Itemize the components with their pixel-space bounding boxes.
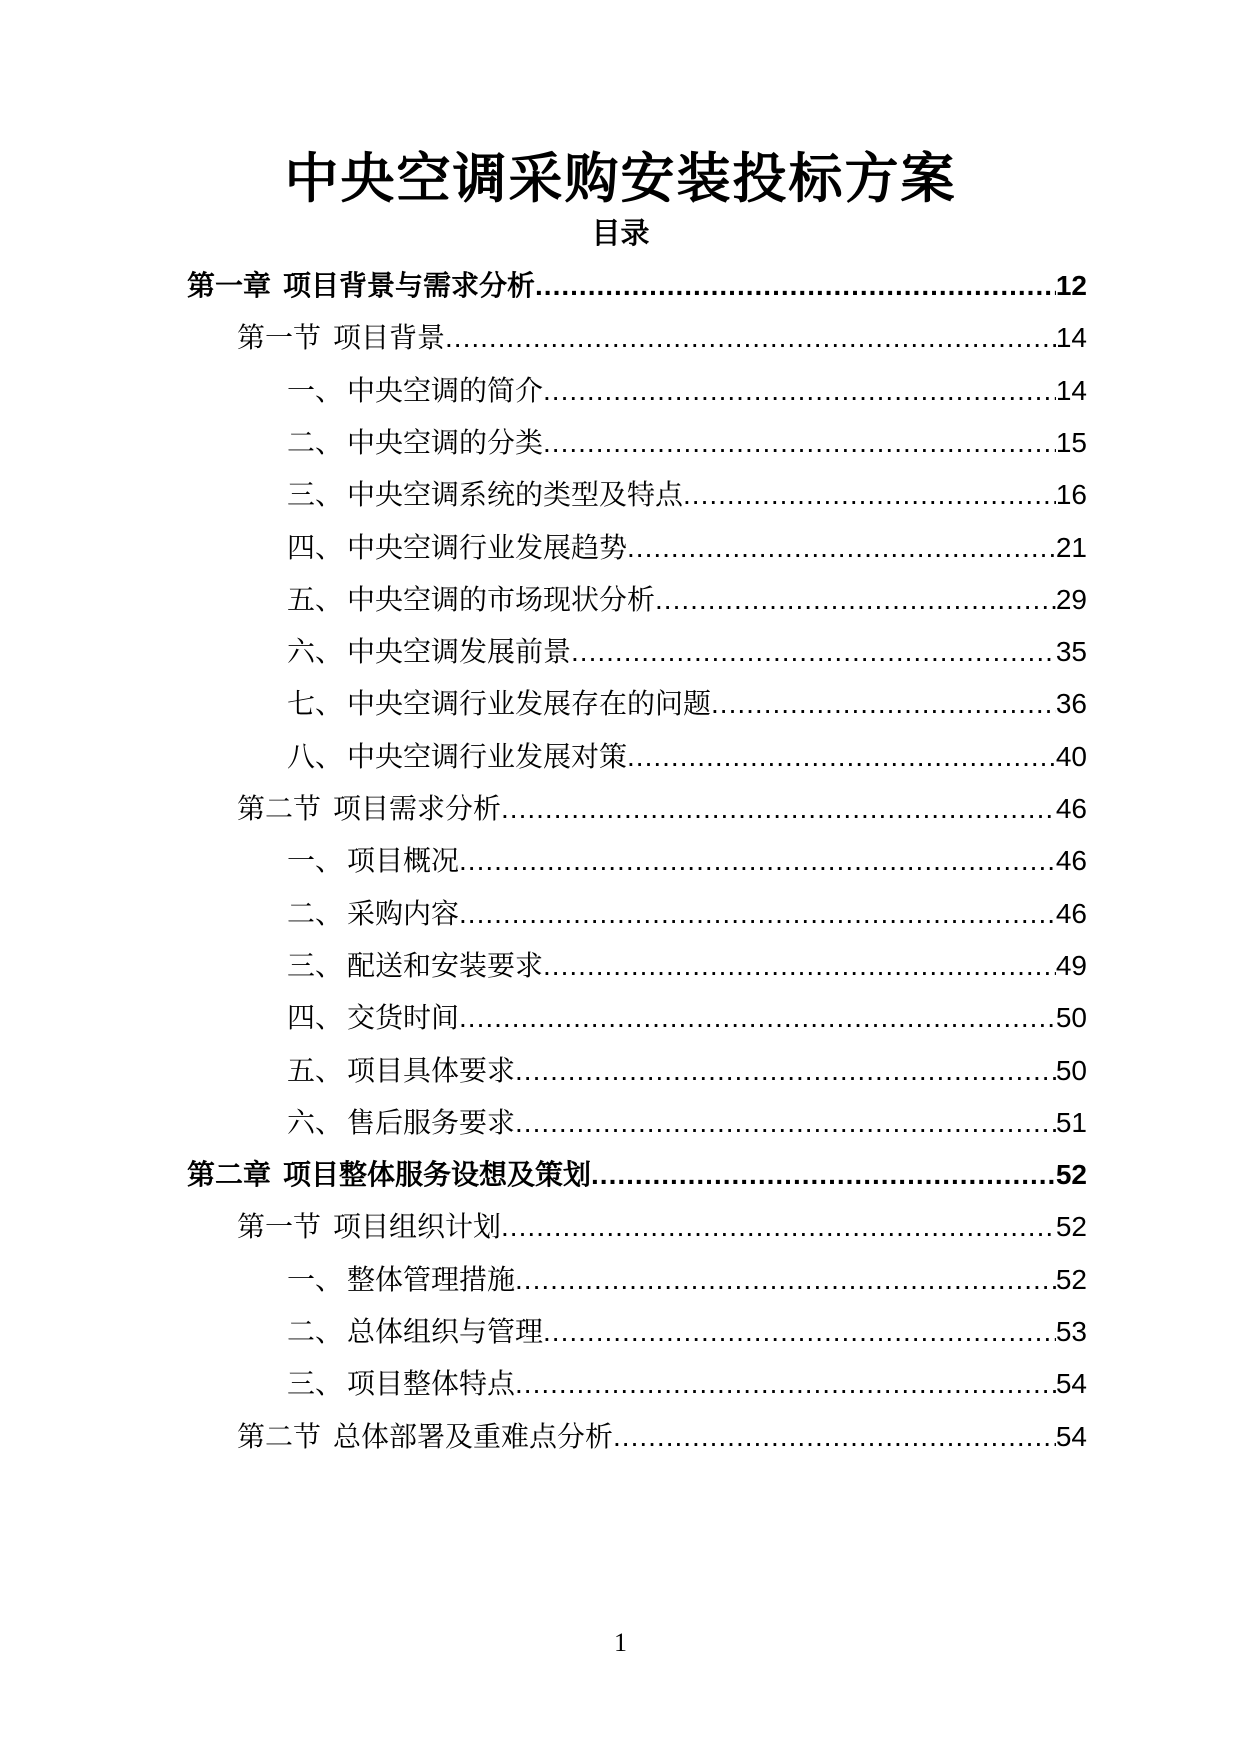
toc-dot-leader xyxy=(543,1310,1056,1354)
toc-entry[interactable] xyxy=(187,1153,1087,1197)
toc-entry-number: 三、 xyxy=(287,478,344,512)
page-number: 1 xyxy=(614,1628,627,1657)
toc-entry-title: 中央空调发展前景 xyxy=(347,635,572,669)
toc-entry-page: 15 xyxy=(1055,426,1087,458)
toc-dot-leader xyxy=(627,526,1056,570)
toc-dot-leader xyxy=(515,1049,1056,1093)
toc-entry-number: 六、 xyxy=(287,1105,344,1139)
toc-entry[interactable] xyxy=(287,1362,1087,1406)
toc-entry-number: 二、 xyxy=(287,425,344,459)
toc-dot-leader xyxy=(515,1101,1056,1145)
toc-entry-title: 中央空调的市场现状分析 xyxy=(347,582,656,616)
toc-entry-page: 40 xyxy=(1055,740,1087,772)
toc-entry-title: 项目概况 xyxy=(347,844,460,878)
toc-entry-title: 项目需求分析 xyxy=(333,792,502,825)
toc-entry-number: 一、 xyxy=(287,844,344,878)
toc-dot-leader xyxy=(501,787,1056,831)
toc-entry[interactable] xyxy=(187,264,1087,308)
toc-dot-leader xyxy=(571,630,1056,674)
toc-entry[interactable] xyxy=(237,1415,1087,1459)
toc-entry[interactable] xyxy=(287,526,1087,570)
toc-entry-number: 三、 xyxy=(287,948,344,982)
toc-entry-number: 第二节 xyxy=(237,792,322,825)
toc-entry-page: 14 xyxy=(1055,322,1087,354)
toc-entry-number: 六、 xyxy=(287,635,344,669)
toc-dot-leader xyxy=(445,316,1056,360)
toc-entry-page: 52 xyxy=(1055,1159,1087,1191)
toc-entry-page: 52 xyxy=(1055,1211,1087,1243)
toc-entry-number: 七、 xyxy=(287,687,344,721)
toc-entry-title: 项目整体特点 xyxy=(347,1367,516,1401)
toc-entry[interactable] xyxy=(287,682,1087,726)
toc-dot-leader xyxy=(543,421,1056,465)
toc-dot-leader xyxy=(543,944,1056,988)
toc-entry-title: 中央空调行业发展存在的问题 xyxy=(347,687,712,721)
toc-dot-leader xyxy=(535,264,1056,308)
toc-entry-number: 五、 xyxy=(287,1053,344,1087)
toc-dot-leader xyxy=(515,1362,1056,1406)
toc-entry-number: 四、 xyxy=(287,1001,344,1035)
toc-entry[interactable] xyxy=(287,369,1087,413)
toc-dot-leader xyxy=(459,892,1056,936)
toc-entry-title: 中央空调的简介 xyxy=(347,373,544,407)
toc-entry-page: 50 xyxy=(1055,1054,1087,1086)
toc-entry-title: 项目背景 xyxy=(333,321,446,355)
toc-dot-leader xyxy=(655,578,1056,622)
toc-dot-leader xyxy=(683,473,1056,517)
toc-entry-page: 46 xyxy=(1055,845,1087,877)
toc-entry-page: 49 xyxy=(1055,949,1087,981)
toc-entry-number: 五、 xyxy=(287,582,344,616)
toc-entry-number: 第一章 xyxy=(187,269,272,302)
toc-entry-page: 51 xyxy=(1055,1106,1087,1138)
toc-dot-leader xyxy=(711,682,1056,726)
toc-entry-page: 54 xyxy=(1055,1368,1087,1400)
toc-entry[interactable] xyxy=(287,1049,1087,1093)
toc-entry-page: 53 xyxy=(1055,1316,1087,1347)
toc-entry-number: 第一节 xyxy=(237,321,322,355)
toc-entry-number: 一、 xyxy=(287,1262,344,1296)
toc-entry-title: 交货时间 xyxy=(347,1001,460,1035)
toc-entry[interactable] xyxy=(287,944,1087,988)
toc-entry-page: 12 xyxy=(1055,270,1087,301)
toc-entry[interactable] xyxy=(287,1101,1087,1145)
toc-entry[interactable] xyxy=(287,839,1087,883)
toc-entry[interactable] xyxy=(287,1258,1087,1302)
toc-heading: 目录 xyxy=(591,216,650,250)
toc-dot-leader xyxy=(459,996,1056,1040)
toc-entry-title: 中央空调系统的类型及特点 xyxy=(347,478,684,512)
toc-entry[interactable] xyxy=(287,578,1087,622)
toc-entry-page: 35 xyxy=(1055,636,1087,668)
toc-entry[interactable] xyxy=(287,421,1087,465)
toc-entry-number: 一、 xyxy=(287,373,344,407)
document-title: 中央空调采购安装投标方案 xyxy=(284,147,957,210)
toc-entry-title: 采购内容 xyxy=(347,896,460,930)
toc-entry-page: 46 xyxy=(1055,793,1087,824)
toc-dot-leader xyxy=(627,735,1056,779)
toc-entry-number: 第二章 xyxy=(187,1158,272,1192)
toc-entry-page: 52 xyxy=(1055,1263,1087,1295)
toc-entry-title: 中央空调的分类 xyxy=(347,425,544,459)
toc-entry-number: 二、 xyxy=(287,1315,344,1348)
toc-entry-page: 36 xyxy=(1055,688,1087,720)
toc-entry-title: 中央空调行业发展趋势 xyxy=(347,530,628,564)
toc-entry-page: 14 xyxy=(1055,374,1087,406)
toc-entry-number: 八、 xyxy=(287,739,344,773)
toc-entry[interactable] xyxy=(287,473,1087,517)
toc-entry-title: 售后服务要求 xyxy=(347,1105,516,1139)
toc-entry-page: 46 xyxy=(1055,897,1087,929)
toc-entry[interactable] xyxy=(237,1205,1087,1249)
toc-entry-number: 二、 xyxy=(287,896,344,930)
toc-entry-title: 配送和安装要求 xyxy=(347,948,544,982)
toc-entry-number: 四、 xyxy=(287,530,344,564)
toc-entry-title: 总体组织与管理 xyxy=(347,1315,544,1348)
toc-entry-page: 21 xyxy=(1055,531,1087,563)
toc-dot-leader xyxy=(543,369,1056,413)
toc-entry-number: 第二节 xyxy=(237,1419,322,1453)
toc-entry[interactable] xyxy=(287,630,1087,674)
toc-entry-page: 16 xyxy=(1055,479,1087,511)
toc-entry-number: 第一节 xyxy=(237,1210,322,1244)
toc-entry-page: 29 xyxy=(1055,583,1087,615)
toc-entry-title: 项目组织计划 xyxy=(333,1210,502,1244)
toc-entry-title: 总体部署及重难点分析 xyxy=(333,1419,614,1453)
toc-entry-title: 中央空调行业发展对策 xyxy=(347,739,628,773)
toc-dot-leader xyxy=(459,839,1056,883)
toc-entry[interactable] xyxy=(287,735,1087,779)
toc-dot-leader xyxy=(591,1153,1056,1197)
toc-entry-title: 整体管理措施 xyxy=(347,1262,516,1296)
toc-entry[interactable] xyxy=(287,1310,1087,1354)
toc-entry-page: 50 xyxy=(1055,1002,1087,1034)
toc-entry[interactable] xyxy=(287,892,1087,936)
toc-entry-title: 项目整体服务设想及策划 xyxy=(283,1158,592,1192)
toc-entry-number: 三、 xyxy=(287,1367,344,1401)
toc-entry[interactable] xyxy=(237,316,1087,360)
toc-entry-page: 54 xyxy=(1055,1420,1087,1452)
toc-entry[interactable] xyxy=(237,787,1087,831)
toc-dot-leader xyxy=(501,1205,1056,1249)
toc-entry-title: 项目背景与需求分析 xyxy=(283,269,536,302)
toc-dot-leader xyxy=(613,1415,1056,1459)
toc-entry-title: 项目具体要求 xyxy=(347,1053,516,1087)
toc-entry[interactable] xyxy=(287,996,1087,1040)
toc-dot-leader xyxy=(515,1258,1056,1302)
